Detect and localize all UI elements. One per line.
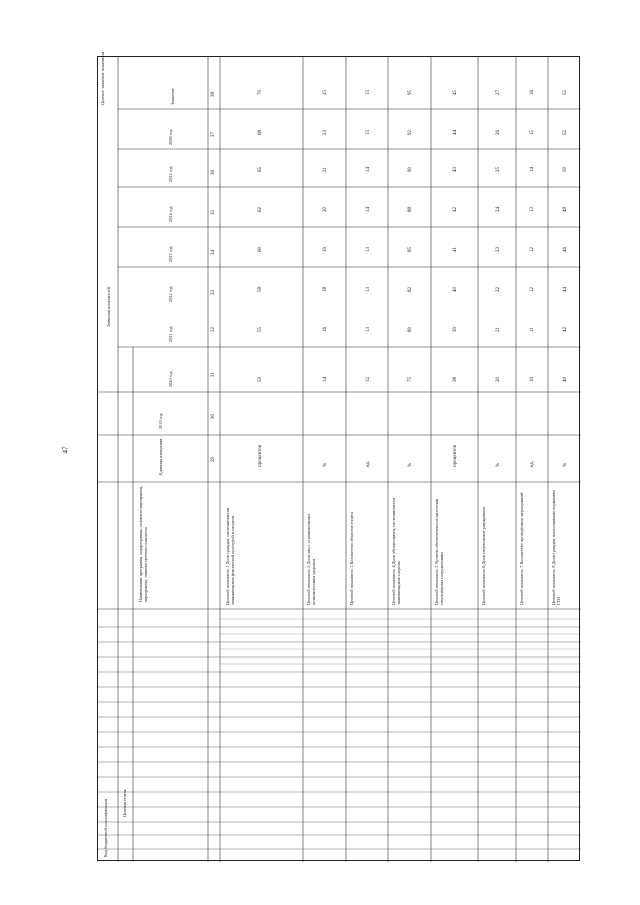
row-value: 13 [530, 207, 535, 212]
row-value: 15 [530, 130, 535, 135]
header-year-2026: 2026 год [168, 129, 173, 145]
row-value: 58 [258, 287, 263, 292]
row-value: 20 [496, 377, 501, 382]
row-value: 52 [563, 130, 568, 135]
row-value: 68 [258, 130, 263, 135]
row-value: 15 [366, 130, 371, 135]
colnum-unit: 29 [211, 457, 216, 462]
row-value: 22 [496, 287, 501, 292]
header-year-2023: 2023 год [168, 246, 173, 262]
row-value: 15 [366, 90, 371, 95]
header-achievement-sub: Целевое значение показателя [100, 51, 105, 105]
row-value: 60 [258, 247, 263, 252]
row-value: 55 [258, 327, 263, 332]
row-value: 10 [530, 377, 535, 382]
row-value: 85 [408, 247, 413, 252]
indicators-table [97, 51, 580, 861]
row-value: 14 [323, 377, 328, 382]
page-number: 47 [61, 446, 70, 454]
row-value: 92 [408, 130, 413, 135]
row-value: 40 [563, 377, 568, 382]
colnum-2021: 32 [211, 327, 216, 332]
header-year-2020: 2020 год [168, 371, 173, 387]
row-unit: % [496, 462, 501, 467]
row-unit: процентов [258, 444, 263, 467]
row-value: 25 [323, 90, 328, 95]
row-value: 18 [323, 287, 328, 292]
row-unit: % [323, 462, 328, 467]
row-value: 16 [530, 90, 535, 95]
header-program-name: Наименование программы, подпрограммы, основного мероприятия, мероприятия, значение целевого показателя [138, 485, 148, 602]
header-target-article: Целевая статья [122, 789, 127, 817]
row-name: Целевой показатель 3 Количество объектов спорта [349, 512, 354, 605]
row-unit: процентов [453, 444, 458, 467]
row-value: 62 [258, 207, 263, 212]
row-value: 20 [323, 207, 328, 212]
row-value: 48 [563, 207, 568, 212]
row-value: 90 [408, 167, 413, 172]
row-value: 39 [453, 327, 458, 332]
row-unit: ед. [366, 461, 371, 467]
row-value: 41 [453, 247, 458, 252]
row-value: 75 [408, 377, 413, 382]
row-value: 13 [366, 327, 371, 332]
header-year-2022: 2022 год [168, 286, 173, 302]
colnum-2023: 34 [211, 250, 216, 255]
header-year-2021: 2021 год [168, 326, 173, 342]
row-value: 23 [323, 130, 328, 135]
row-value: 14 [366, 167, 371, 172]
row-unit: % [408, 462, 413, 467]
header-budget-classification: Код бюджетной классификации [103, 799, 108, 857]
row-name: Целевой показатель 5 Уровень обеспеченности населения спортивными сооружениями [434, 499, 444, 605]
colnum-2022: 33 [211, 290, 216, 295]
row-name: Целевой показатель 7 Количество проведённых мероприятий [519, 492, 524, 605]
colnum-achievement: 38 [211, 92, 216, 97]
row-value: 12 [530, 287, 535, 292]
row-value: 13 [366, 247, 371, 252]
row-value: 82 [408, 287, 413, 292]
row-value: 65 [258, 167, 263, 172]
colnum-2026: 37 [211, 132, 216, 137]
header-achievement: Значение [170, 88, 175, 105]
row-unit: % [563, 462, 568, 467]
row-name: Целевой показатель 6 Доля спортсменов-разрядников [481, 506, 486, 605]
row-value: 14 [530, 167, 535, 172]
row-value: 45 [453, 90, 458, 95]
row-value: 70 [258, 90, 263, 95]
row-value: 21 [496, 327, 501, 332]
row-value: 13 [366, 287, 371, 292]
row-value: 40 [453, 287, 458, 292]
row-value: 14 [366, 207, 371, 212]
header-year-2025: 2025 год [168, 166, 173, 182]
row-value: 27 [496, 90, 501, 95]
header-indicators-values: Значения показателей [106, 287, 111, 327]
row-value: 19 [323, 247, 328, 252]
row-name: Целевой показатель 2 Доля лиц с ограниченными возможностями здоровья [306, 514, 316, 605]
row-name: Целевой показатель 8 Доля граждан, выполнивших нормативы ГТО [551, 489, 561, 605]
row-value: 80 [408, 327, 413, 332]
row-value: 42 [453, 207, 458, 212]
row-value: 44 [563, 287, 568, 292]
header-base-year: 2019 год [158, 413, 163, 429]
row-value: 24 [496, 207, 501, 212]
row-name: Целевой показатель 4 Доля обучающихся, систематически занимающихся спортом [391, 497, 401, 605]
row-value: 53 [258, 377, 263, 382]
row-value: 46 [563, 247, 568, 252]
colnum-2020: 31 [211, 372, 216, 377]
row-value: 11 [530, 327, 535, 332]
row-name: Целевой показатель 1 Доля граждан, систематически занимающихся физической культурой и спортом [225, 507, 235, 605]
colnum-2024: 35 [211, 210, 216, 215]
header-year-2024: 2024 год [168, 206, 173, 222]
row-value: 88 [408, 207, 413, 212]
colnum-2025: 36 [211, 170, 216, 175]
row-value: 23 [496, 247, 501, 252]
row-value: 25 [496, 167, 501, 172]
row-value: 16 [323, 327, 328, 332]
row-value: 95 [408, 90, 413, 95]
row-value: 21 [323, 167, 328, 172]
row-value: 43 [453, 167, 458, 172]
header-unit: Единица измерения [158, 438, 163, 475]
row-value: 55 [563, 90, 568, 95]
row-value: 44 [453, 130, 458, 135]
row-value: 26 [496, 130, 501, 135]
colnum-base: 30 [211, 414, 216, 419]
row-value: 12 [530, 247, 535, 252]
row-value: 42 [563, 327, 568, 332]
row-value: 50 [563, 167, 568, 172]
row-value: 12 [366, 377, 371, 382]
row-value: 38 [453, 377, 458, 382]
row-unit: ед. [530, 461, 535, 467]
